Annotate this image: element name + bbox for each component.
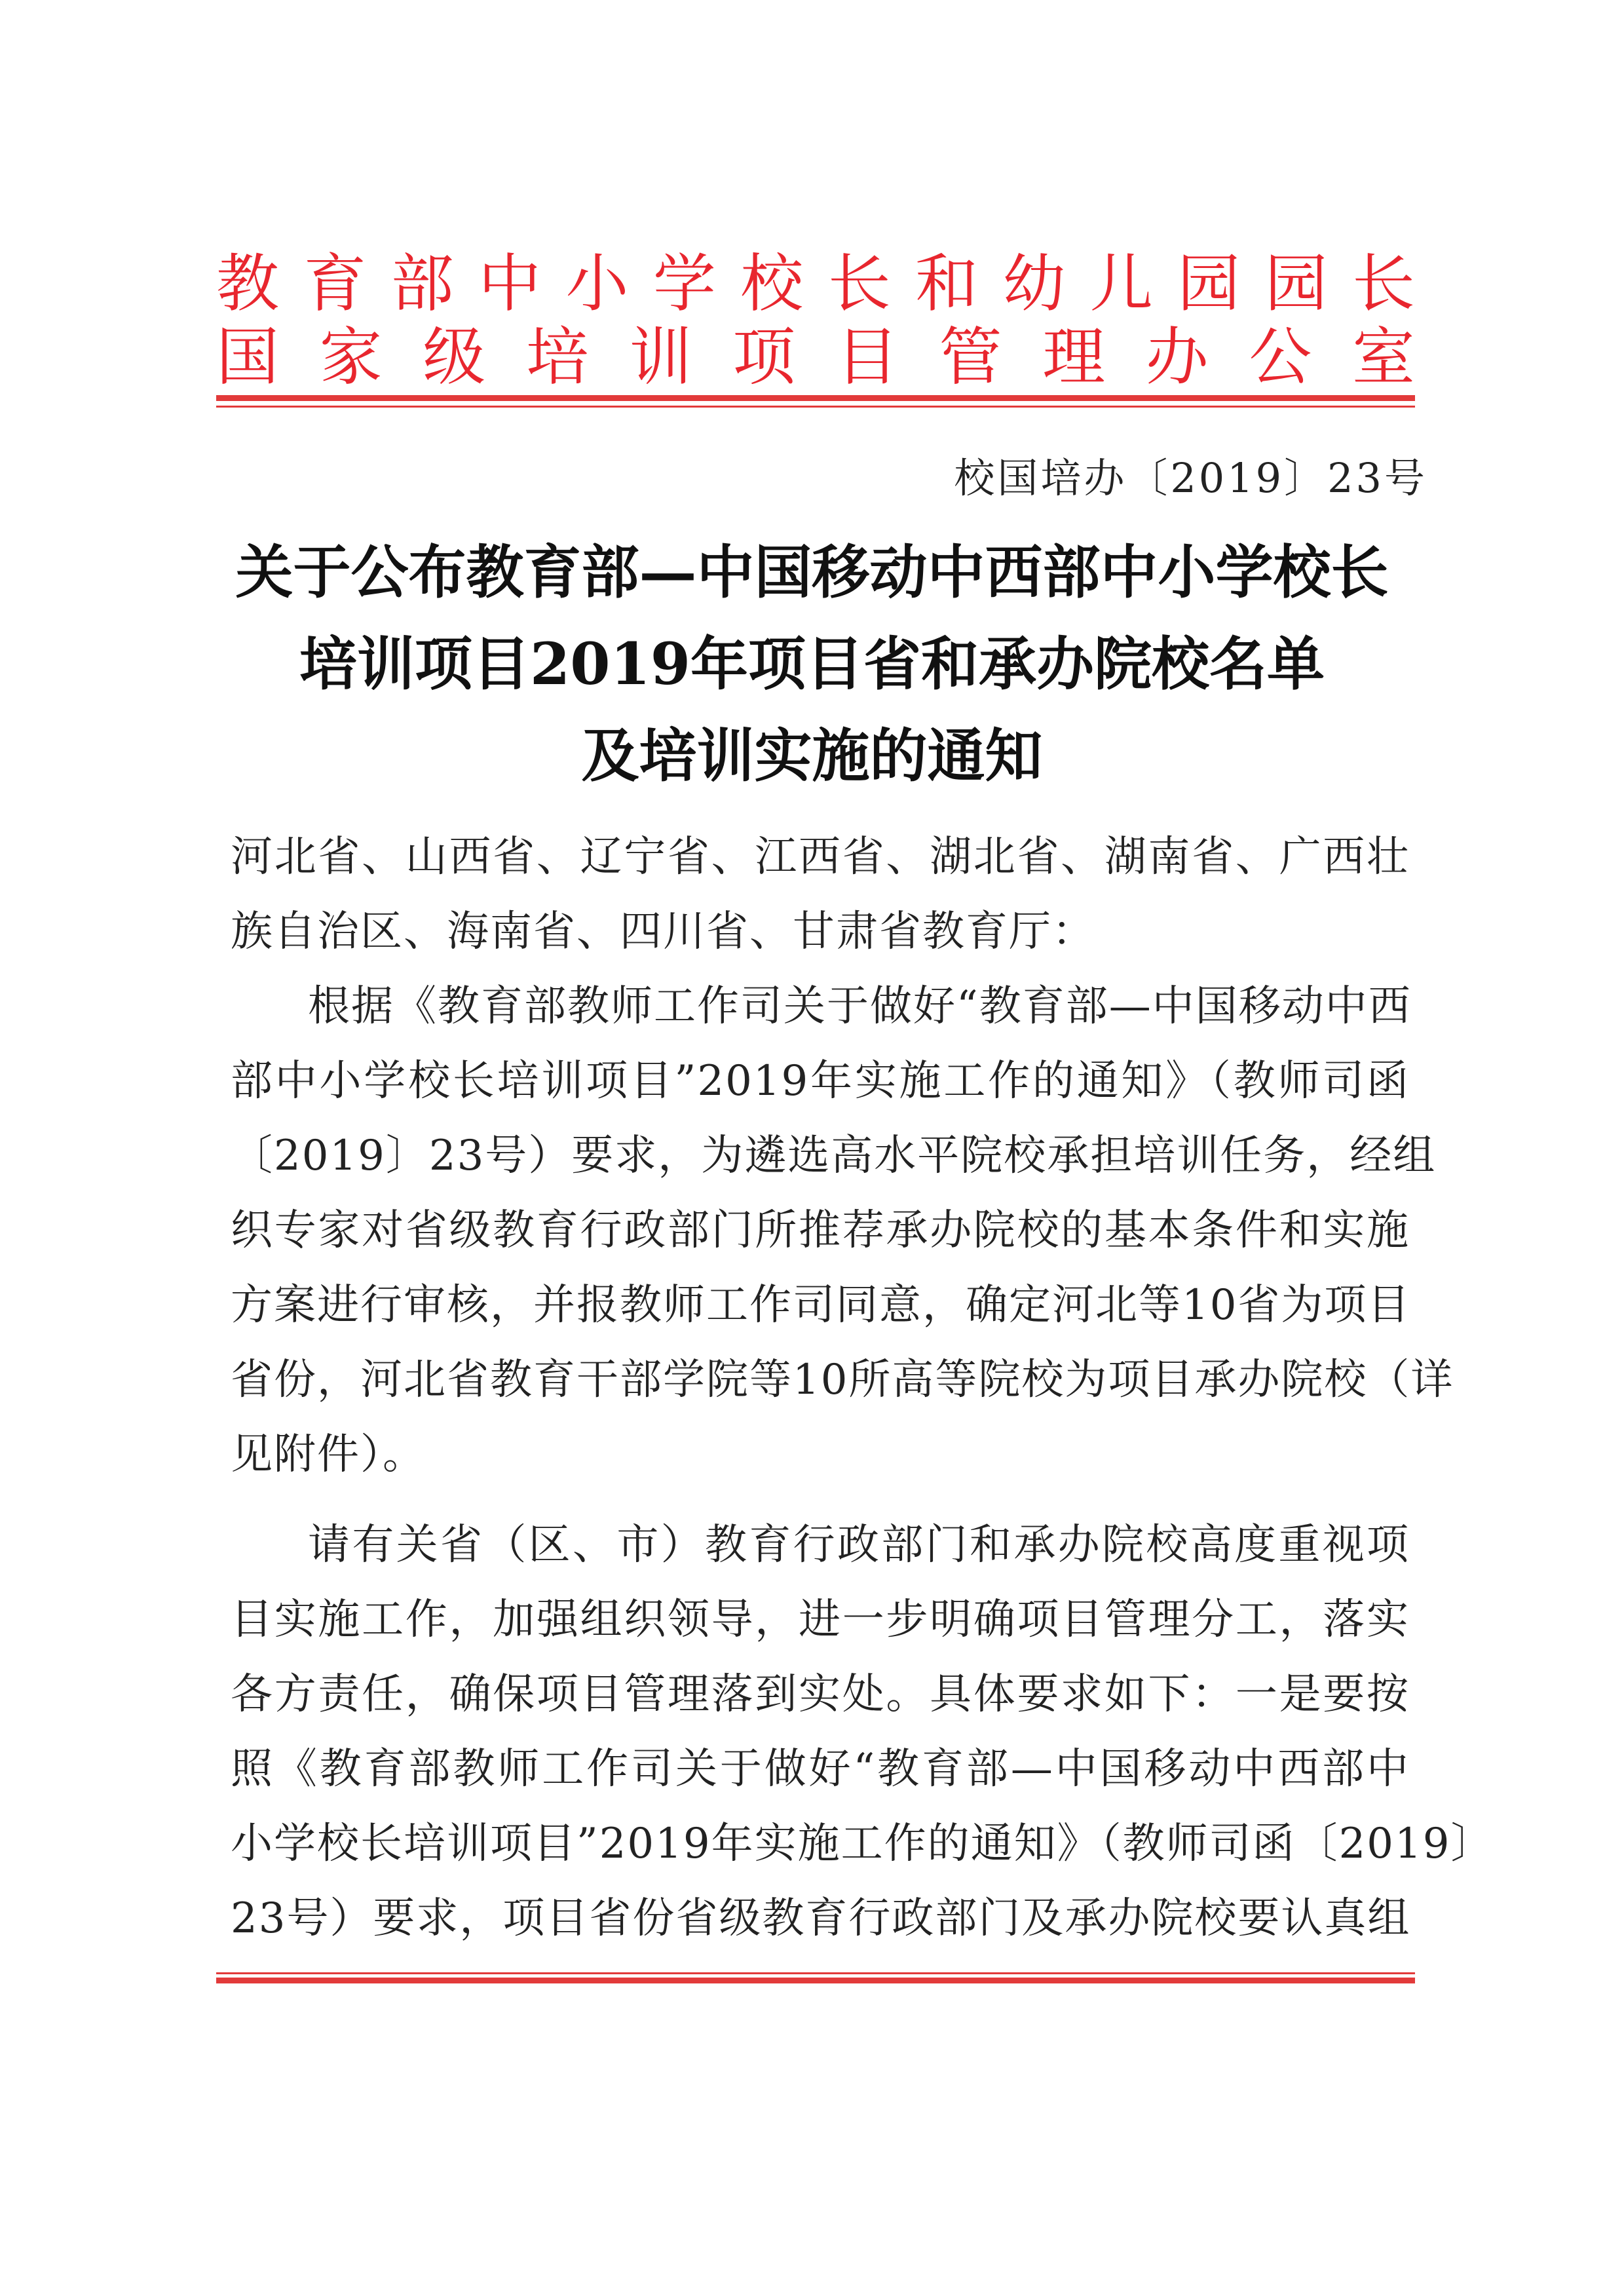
title-line-2: 培训项目2019年项目省和承办院校名单 <box>299 630 1325 698</box>
title-line-3: 及培训实施的通知 <box>581 721 1043 790</box>
document-number: 校国培办〔2019〕23号 <box>954 454 1427 502</box>
body-line: 目实施工作，加强组织领导，进一步明确项目管理分工，落实 <box>231 1596 1410 1644</box>
body-line: 各方责任，确保项目管理落到实处。具体要求如下：一是要按 <box>231 1670 1410 1719</box>
body-line: 省份，河北省教育干部学院等10所高等院校为项目承办院校（详 <box>231 1356 1454 1404</box>
header-red-rule-thin <box>216 406 1415 408</box>
issuer-header-line-1: 教育部中小学校长和幼儿园园长 <box>216 247 1415 320</box>
body-line: 请有关省（区、市）教育行政部门和承办院校高度重视项 <box>308 1521 1410 1569</box>
footer-red-rule-thin <box>216 1972 1415 1974</box>
issuer-header-line-2: 国家级培训项目管理办公室 <box>216 320 1415 394</box>
body-line: 方案进行审核，并报教师工作司同意，确定河北等10省为项目 <box>231 1281 1411 1330</box>
title-line-1: 关于公布教育部—中国移动中西部中小学校长 <box>235 538 1389 606</box>
body-line: 〔2019〕23号）要求，为遴选高水平院校承担培训任务，经组 <box>231 1132 1437 1180</box>
header-red-rule-thick <box>216 395 1415 401</box>
body-line: 河北省、山西省、辽宁省、江西省、湖北省、湖南省、广西壮 <box>231 833 1410 881</box>
body-line: 小学校长培训项目”2019年实施工作的通知》（教师司函〔2019〕 <box>231 1820 1494 1868</box>
body-line: 部中小学校长培训项目”2019年实施工作的通知》（教师司函 <box>231 1057 1410 1105</box>
body-line: 照《教育部教师工作司关于做好“教育部—中国移动中西部中 <box>231 1745 1410 1793</box>
body-line: 根据《教育部教师工作司关于做好“教育部—中国移动中西 <box>308 982 1412 1031</box>
body-line: 族自治区、海南省、四川省、甘肃省教育厅： <box>231 908 1095 956</box>
body-line: 23号）要求，项目省份省级教育行政部门及承办院校要认真组 <box>231 1894 1411 1943</box>
body-line: 见附件）。 <box>231 1430 426 1479</box>
body-line: 织专家对省级教育行政部门所推荐承办院校的基本条件和实施 <box>231 1206 1410 1255</box>
footer-red-rule-thick <box>216 1978 1415 1983</box>
